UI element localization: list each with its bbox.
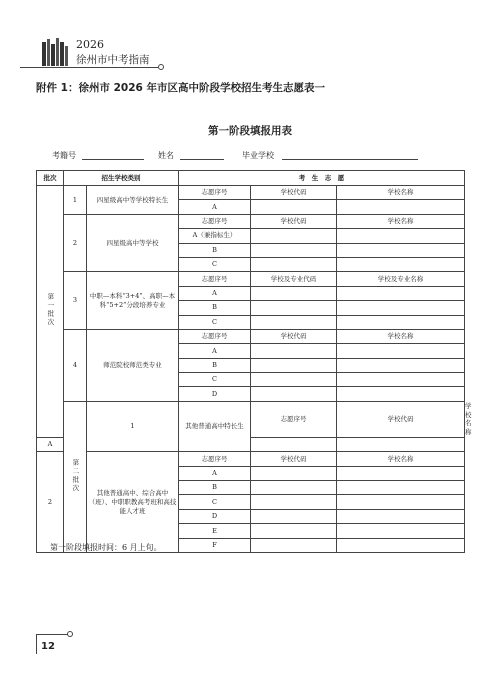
form-title: 第一阶段填报用表 <box>208 125 292 137</box>
name-cell[interactable] <box>337 387 465 401</box>
header-title: 徐州市中考指南 <box>76 54 150 66</box>
code-cell[interactable] <box>251 466 337 480</box>
col-code: 学校代码 <box>251 186 337 200</box>
name-cell[interactable] <box>337 344 465 358</box>
wish-order: A <box>179 286 251 300</box>
col-school-name: 学校名称 <box>337 214 465 228</box>
header-year: 2026 <box>76 38 104 51</box>
group-category: 其他普通高中特长生 <box>179 401 251 451</box>
code-cell[interactable] <box>251 495 337 509</box>
wish-order: B <box>179 358 251 372</box>
wish-order: F <box>179 538 251 552</box>
books-icon <box>40 36 74 68</box>
wish-order: C <box>179 495 251 509</box>
name-cell[interactable] <box>337 481 465 495</box>
exam-no-field[interactable] <box>82 159 144 160</box>
page-number: 12 <box>41 641 55 652</box>
group-category: 四星级高中等学校特长生 <box>87 186 179 215</box>
name-cell[interactable] <box>337 286 465 300</box>
code-cell[interactable] <box>251 437 337 451</box>
name-field[interactable] <box>180 159 224 160</box>
col-major-code: 学校及专业代码 <box>251 272 337 286</box>
col-code: 学校代码 <box>337 401 465 437</box>
code-cell[interactable] <box>251 538 337 552</box>
page-rule-dot <box>67 631 73 637</box>
col-order: 志愿序号 <box>179 214 251 228</box>
code-cell[interactable] <box>251 257 337 271</box>
col-school-name: 学校名称 <box>337 186 465 200</box>
name-cell[interactable] <box>337 524 465 538</box>
group-no: 1 <box>64 186 87 215</box>
wish-order: A（兼指标生） <box>179 229 251 243</box>
exam-no-label: 考籍号 <box>52 151 76 160</box>
batch-1-label: 第一批次 <box>46 293 55 328</box>
wish-order: B <box>179 481 251 495</box>
header-wishes: 考 生 志 愿 <box>179 171 465 186</box>
group-category: 中职—本科“3+4”、高职—本科“5+2”分段培养专业 <box>87 272 179 330</box>
code-cell[interactable] <box>251 286 337 300</box>
col-code: 学校代码 <box>251 214 337 228</box>
col-order: 志愿序号 <box>179 272 251 286</box>
wish-order: D <box>179 509 251 523</box>
name-cell[interactable] <box>337 257 465 271</box>
group-no: 2 <box>64 214 87 272</box>
wish-order: A <box>37 437 64 451</box>
name-cell[interactable] <box>337 437 465 451</box>
group-category: 四星级高中等学校 <box>87 214 179 272</box>
group-no: 3 <box>64 272 87 330</box>
code-cell[interactable] <box>251 200 337 214</box>
wish-order: C <box>179 315 251 329</box>
header-category: 招生学校类别 <box>64 171 179 186</box>
school-field[interactable] <box>282 159 418 160</box>
name-cell[interactable] <box>337 358 465 372</box>
code-cell[interactable] <box>251 387 337 401</box>
group-no: 4 <box>64 329 87 401</box>
name-label: 姓名 <box>158 151 174 160</box>
wish-table: 批次 招生学校类别 考 生 志 愿 第一批次 1 四星级高中等学校特长生 志愿序号 学校代码 学校名称 A 2 四星级高中等学校 志愿序号 学校代码 学校名称 A（兼指标生） B C 3 中职—本科“3+4”、高职—本科“5+2”分段培养专业 志愿序号 学校及专业代码 学校及专业名称 A B C 4 师范院校师范类专业 志愿序号 学校代码 学校名称 A B C D 第二批次 1 其他普通高中特长生 志愿序号 学校代码 学校名称 A 2 其他普通高中、综合高中（班）、中职职教高考班和高技能人才班 志愿序号 学校代码 学校名称 A B C D E F <box>36 170 465 553</box>
batch-2-label: 第二批次 <box>71 458 80 493</box>
wish-order: A <box>179 200 251 214</box>
col-order: 志愿序号 <box>179 329 251 343</box>
col-school-name: 学校名称 <box>337 452 465 466</box>
group-no: 1 <box>87 401 179 451</box>
col-school-name: 学校名称 <box>337 329 465 343</box>
code-cell[interactable] <box>251 243 337 257</box>
code-cell[interactable] <box>251 344 337 358</box>
col-order: 志愿序号 <box>179 452 251 466</box>
wish-order: B <box>179 243 251 257</box>
name-cell[interactable] <box>337 509 465 523</box>
name-cell[interactable] <box>337 315 465 329</box>
code-cell[interactable] <box>251 229 337 243</box>
wish-order: A <box>179 466 251 480</box>
page-rule <box>36 634 68 635</box>
name-cell[interactable] <box>337 373 465 387</box>
page-rule-vertical <box>36 634 37 654</box>
col-code: 学校代码 <box>251 329 337 343</box>
name-cell[interactable] <box>337 466 465 480</box>
wish-order: E <box>179 524 251 538</box>
col-code: 学校代码 <box>251 452 337 466</box>
code-cell[interactable] <box>251 524 337 538</box>
col-order: 志愿序号 <box>179 186 251 200</box>
name-cell[interactable] <box>337 538 465 552</box>
group-category: 师范院校师范类专业 <box>87 329 179 401</box>
wish-order: D <box>179 387 251 401</box>
name-cell[interactable] <box>337 243 465 257</box>
col-major-name: 学校及专业名称 <box>337 272 465 286</box>
wish-order: B <box>179 301 251 315</box>
code-cell[interactable] <box>251 481 337 495</box>
name-cell[interactable] <box>337 301 465 315</box>
wish-order: C <box>179 373 251 387</box>
annex-title: 附件 1：徐州市 2026 年市区高中阶段学校招生考生志愿表一 <box>36 82 325 94</box>
group-no: 2 <box>37 452 64 553</box>
name-cell[interactable] <box>337 495 465 509</box>
code-cell[interactable] <box>251 358 337 372</box>
code-cell[interactable] <box>251 373 337 387</box>
code-cell[interactable] <box>251 301 337 315</box>
name-cell[interactable] <box>337 229 465 243</box>
wish-order: C <box>179 257 251 271</box>
code-cell[interactable] <box>251 509 337 523</box>
code-cell[interactable] <box>251 315 337 329</box>
fill-time-note: 第一阶段填报时间：6 月上旬。 <box>50 543 162 552</box>
header-batch: 批次 <box>37 171 64 186</box>
header-rule <box>20 67 158 68</box>
col-order: 志愿序号 <box>251 401 337 437</box>
header-rule-dot <box>158 64 164 70</box>
group-category: 其他普通高中、综合高中（班）、中职职教高考班和高技能人才班 <box>87 452 179 553</box>
wish-order: A <box>179 344 251 358</box>
school-label: 毕业学校 <box>242 151 274 160</box>
name-cell[interactable] <box>337 200 465 214</box>
